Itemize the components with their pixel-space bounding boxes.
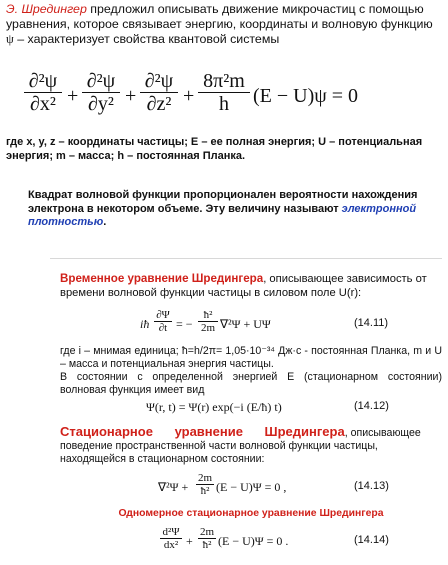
eq-14-13-rhs: (E − U)Ψ = 0 , (216, 480, 287, 494)
stationary-desc: , описывающее поведение пространственной части волновой функции частицы, находящейся в стационарном состоянии: (60, 427, 421, 465)
fraction-z-den: ∂z² (146, 93, 172, 115)
eq-14-11-dpsi-num: ∂Ψ (156, 309, 170, 321)
eq-14-14-rhs: (E − U)Ψ = 0 . (218, 534, 289, 548)
eq-14-14-frac-num: 2m (199, 526, 215, 538)
fraction-x-den: ∂x² (30, 93, 56, 115)
eq-14-13-frac-den: ħ² (200, 485, 210, 497)
eq-14-11-hbar (198, 309, 218, 334)
intro-paragraph (6, 2, 442, 47)
plus-sign: + (183, 85, 195, 107)
eq-14-11-hbar-den: 2m (200, 322, 216, 334)
notes-paragraph (60, 345, 442, 397)
eq-14-12-formula: Ψ(r, t) = Ψ(r) exp(−i (E/ħ) t) (146, 400, 282, 414)
density-paragraph (28, 189, 428, 230)
fraction-x (24, 70, 62, 115)
plus-sign: + (67, 85, 79, 107)
notes-line-1: где i – мнимая единица; ħ=h/2π= 1,05·10⁻³⁴ Дж·с - постоянная Планка, m и U – масса и потенциальная энергия частицы. (60, 345, 442, 370)
time-equation-header (60, 272, 440, 300)
eq-14-11-dpsi (154, 309, 172, 334)
variables-legend: где x, y, z – координаты частицы; E – ее полная энергия; U – потенциальная энергия; m – масса; h – постоянная Планка. (6, 136, 423, 162)
intro-text: предложил описывать движение микрочастиц с помощью уравнения, которое связывает энергию, координаты и волновую функцию (6, 2, 433, 31)
one-dim-title: Одномерное стационарное уравнение Шредингера (118, 508, 384, 519)
eq-14-14-frac (198, 526, 216, 551)
time-equation-title: Временное уравнение Шредингера (60, 272, 264, 285)
eq-14-14-deriv-den: dx² (163, 539, 179, 551)
main-equation (24, 70, 359, 126)
intro-end: – характеризует свойства квантовой системы (13, 32, 280, 46)
equation-tail: (E − U)ψ = 0 (253, 85, 359, 107)
fraction-coef-num: 8π²m (203, 70, 245, 92)
eq-14-11-dpsi-den: ∂t (158, 322, 168, 334)
eq-14-13-frac (196, 472, 214, 497)
equation-14-14 (160, 526, 440, 556)
eq-14-13-lhs: ∇²Ψ + (158, 480, 189, 494)
eq-14-14-plus: + (186, 534, 193, 548)
eq-14-14-deriv-num: d²Ψ (162, 526, 180, 538)
equation-14-13 (158, 472, 440, 500)
density-text: Квадрат волновой функции пропорционален вероятности нахождения электрона в некотором объеме. Эту величину называют (28, 189, 418, 215)
fraction-y-den: ∂y² (88, 93, 114, 115)
equation-14-11 (140, 309, 440, 339)
fraction-x-num: ∂²ψ (28, 70, 58, 92)
psi-symbol: ψ (6, 32, 14, 46)
fraction-y (82, 70, 120, 115)
time-equation-desc: , описывающее зависимость от времени волновой функции частицы в силовом поле U(r): (60, 273, 427, 299)
eq-14-11-equals: = − (176, 317, 193, 331)
eq-14-11-number: (14.11) (354, 317, 389, 329)
eq-14-13-frac-num: 2m (197, 472, 213, 484)
schrodinger-name: Э. Шредингер (6, 2, 87, 16)
notes-line-2: В состоянии с определенной энергией E (стационарном состоянии) волновая функция имеет вид (60, 371, 442, 396)
eq-14-11-left: iħ (140, 317, 150, 331)
fraction-coef (198, 70, 250, 115)
eq-14-14-frac-den: ħ² (202, 539, 212, 551)
fraction-z (140, 70, 178, 115)
fraction-coef-den: h (219, 93, 229, 115)
equation-14-12 (146, 396, 440, 418)
eq-14-11-hbar-num: ħ² (203, 309, 213, 321)
eq-14-11-right: ∇²Ψ + UΨ (220, 317, 271, 331)
eq-14-12-number: (14.12) (354, 400, 389, 412)
stationary-header (60, 425, 442, 466)
eq-14-13-number: (14.13) (354, 480, 389, 492)
plus-sign: + (125, 85, 137, 107)
fraction-y-num: ∂²ψ (86, 70, 116, 92)
stationary-title: Стационарное уравнение Шредингера (60, 424, 345, 439)
density-end: . (103, 216, 107, 229)
eq-14-14-number: (14.14) (354, 534, 389, 546)
electron-density-term: электронной плотностью (28, 202, 417, 229)
divider (50, 258, 442, 259)
fraction-z-num: ∂²ψ (144, 70, 174, 92)
eq-14-14-deriv (160, 526, 182, 551)
